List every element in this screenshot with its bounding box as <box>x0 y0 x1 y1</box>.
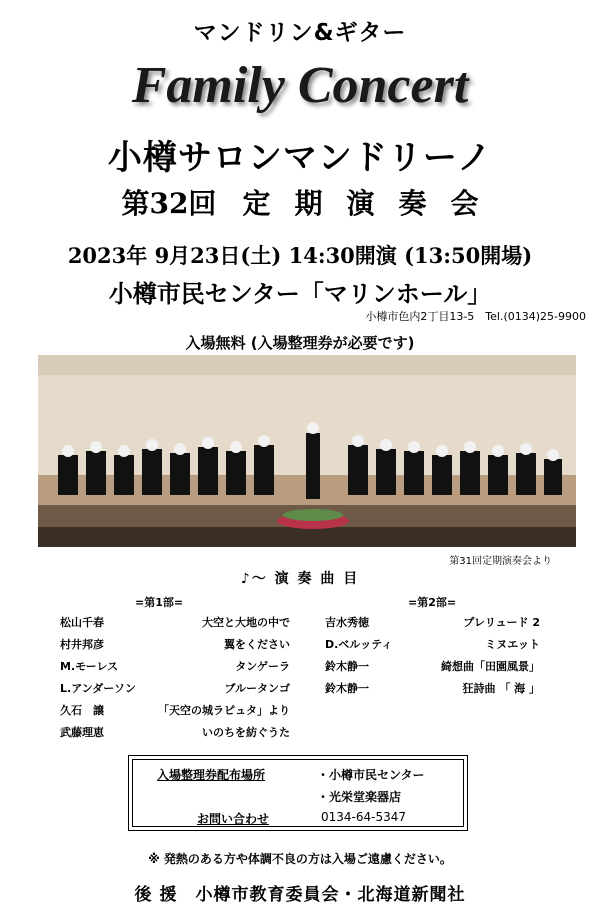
sponsors: 後 援 小樽市教育委員会・北海道新聞社 <box>134 885 466 905</box>
part1-piece: 「天空の城ラピュタ」より <box>158 704 290 717</box>
admission-note: 入場無料 (入場整理券が必要です) <box>185 334 415 352</box>
part1-composer: 久石 譲 <box>60 704 104 717</box>
photo-caption: 第31回定期演奏会より <box>449 556 552 567</box>
part1-composer: L.アンダーソン <box>60 682 136 695</box>
regular-char-1: 定 <box>242 187 271 220</box>
orchestra-name: 小樽サロンマンドリーノ <box>107 138 493 178</box>
part1-composer: 武藤理恵 <box>60 726 104 739</box>
family-concert-title: Family Concert <box>131 57 469 114</box>
event-date: 2023年 9月23日(土) 14:30開演 (13:50開場) <box>67 243 533 268</box>
ticket-info-inner <box>132 759 464 827</box>
part1-composer: 村井邦彦 <box>60 638 104 651</box>
ticket-info-box <box>128 755 468 831</box>
part1-piece: タンゲーラ <box>235 660 290 673</box>
part1-piece: いのちを紡ぐうた <box>202 726 290 739</box>
part1-label: =第1部= <box>135 596 184 609</box>
distribution-place-2: ・光栄堂楽器店 <box>317 790 402 804</box>
part2-composer: 吉水秀徳 <box>325 616 369 629</box>
part1-piece: 翼をください <box>224 638 290 651</box>
concert-photo <box>38 355 576 547</box>
part1-composer: M.モーレス <box>60 660 119 673</box>
part2-label: =第2部= <box>408 596 457 609</box>
contact-phone: 0134-64-5347 <box>321 810 407 824</box>
concert-photo-illustration <box>38 355 576 547</box>
regular-char-3: 演 <box>346 187 375 220</box>
part2-piece: 綺想曲「田園風景」 <box>441 660 540 673</box>
part1-piece: ブルータンゴ <box>224 682 290 695</box>
regular-concert-number: 第32回 <box>121 187 217 220</box>
part1-composer: 松山千春 <box>60 616 104 629</box>
regular-concert-title <box>0 182 600 222</box>
part2-piece: 狂詩曲 「 海 」 <box>462 682 540 695</box>
health-notice: ※ 発熱のある方や体調不良の方は入場ご遠慮ください。 <box>148 852 452 866</box>
distribution-place-1: ・小樽市民センター <box>317 768 425 782</box>
part2-composer: D.ベルッティ <box>325 638 393 651</box>
regular-char-5: 会 <box>450 187 479 220</box>
regular-char-2: 期 <box>294 187 323 220</box>
part2-piece: プレリュード 2 <box>463 616 540 629</box>
part2-composer: 鈴木静一 <box>325 660 369 673</box>
concert-subtitle: マンドリン&ギター <box>193 20 407 46</box>
program-title: ♪～ 演 奏 曲 目 <box>240 571 360 587</box>
part2-piece: ミヌエット <box>485 638 540 651</box>
distribution-label: 入場整理券配布場所 <box>157 768 266 782</box>
part2-composer: 鈴木静一 <box>325 682 369 695</box>
venue-address: 小樽市色内2丁目13-5 Tel.(0134)25-9900 <box>365 310 586 323</box>
part1-piece: 大空と大地の中で <box>202 616 290 629</box>
regular-char-4: 奏 <box>398 187 427 220</box>
event-venue: 小樽市民センター「マリンホール」 <box>108 279 492 308</box>
contact-label: お問い合わせ <box>197 812 270 826</box>
